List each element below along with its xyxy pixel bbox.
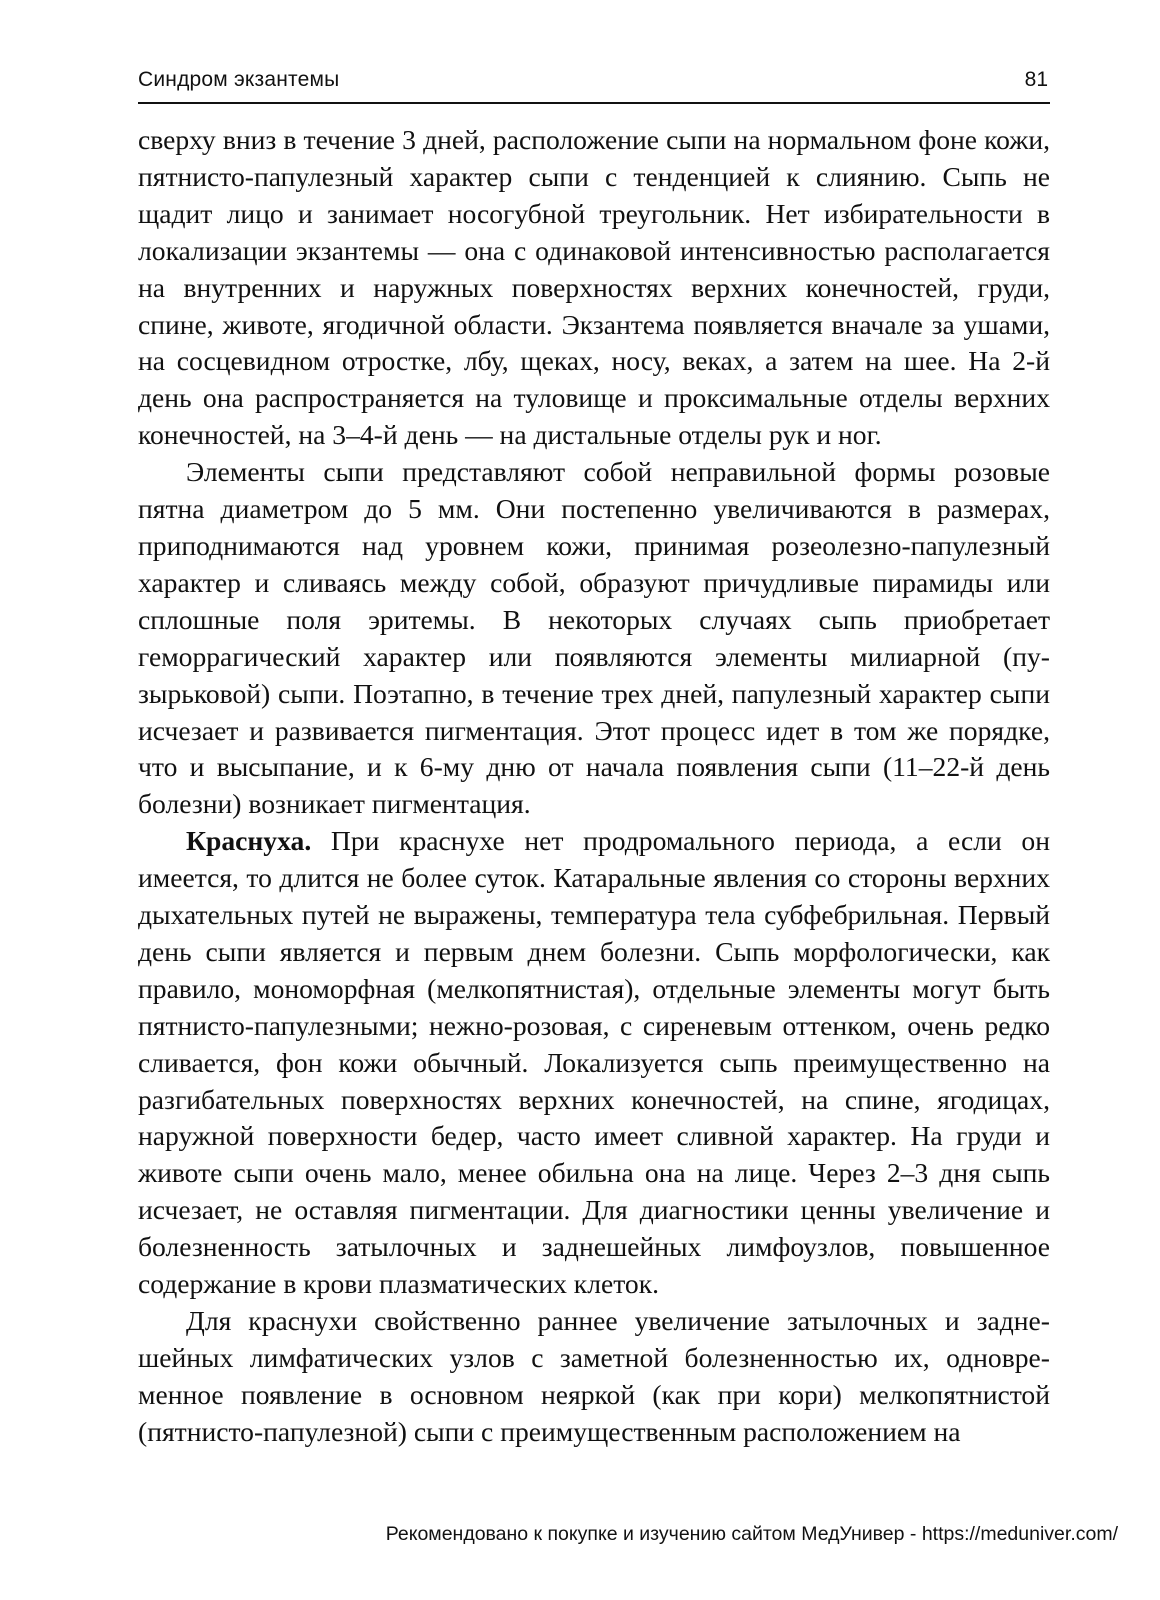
paragraph-text: сверху вниз в течение 3 дней, расположение сыпи на нормальном фоне кожи, пятнисто-папулезный характер сыпи с тенденцией к слиянию. Сыпь не щадит лицо и занимает носогубной треугольник. Нет избирательности в локализации экзантемы — она с одинаковой интенсивностью располагается на внутренних и наружных поверхностях верхних конечностей, груди, спине, животе, ягодичной области. Экзантема появляется вначале за ушами, на сосцевидном отростке, лбу, щеках, носу, веках, а затем на шее. На 2-й день она распространяется на туловище и проксимальные отделы верхних конечностей, на 3–4-й день — на дистальные отделы рук и ног. <box>138 124 1050 451</box>
paragraph-text: Для краснухи свойственно раннее увеличение затылочных и заднешейных лимфатических узлов с заметной болезненностью их, одновременное появление в основном неяркой (как при кори) мелкопятнистой (пятнисто-папулезной) сыпи с преимущественным расположением на <box>138 1305 1050 1447</box>
running-header <box>138 62 1050 104</box>
paragraph-continuation <box>138 122 1050 454</box>
paragraph-text: При краснухе нет продромального периода, а если он имеется, то длится не более суток. Катаральные явления со стороны верхних дыхательных путей не выражены, температура тела субфебрильная. Первый день сыпи является и первым днем болезни. Сыпь морфологически, как правило, мономорфная (мелкопятнистая), отдельные элементы могут быть пятнисто-папулезными; нежно-розовая, с сиреневым оттенком, очень редко сливается, фон кожи обычный. Локализуется сыпь преимущественно на разгибательных поверхностях верхних конечностей, на спине, ягодицах, наружной поверхности бедер, часто имеет сливной характер. На груди и животе сыпи очень мало, менее обильна она на лице. Через 2–3 дня сыпь исчезает, не оставляя пигментации. Для диагностики ценны увеличение и болезненность затылочных и заднешейных лимфоузлов, повышенное содержание в крови плазматических клеток. <box>138 825 1050 1300</box>
paragraph-rubella-lymph-nodes <box>138 1303 1050 1451</box>
paragraph-rubella <box>138 823 1050 1303</box>
section-run-in-heading: Краснуха. <box>186 825 312 857</box>
page-number: 81 <box>1024 68 1048 91</box>
paragraph-rash-elements <box>138 454 1050 823</box>
paragraph-text: Элементы сыпи представляют собой неправильной формы розовые пятна диаметром до 5 мм. Они постепенно увеличиваются в размерах, приподнимаются над уровнем кожи, принимая розеолезно-папулезный характер и сливаясь между собой, образуют причудливые пирамиды или сплошные поля эритемы. В некоторых случаях сыпь приобретает геморрагический характер или появляются элементы милиарной (пузырьковой) сыпи. Поэтапно, в течение трех дней, папулезный характер сыпи исчезает и развивается пигментация. Этот процесс идет в том же порядке, что и высыпание, и к 6-му дню от начала появления сыпи (11–22-й день болезни) возникает пигментация. <box>138 456 1050 820</box>
footer-watermark: Рекомендовано к покупке и изучению сайтом МедУнивер - https://meduniver.com/ <box>385 1523 1118 1545</box>
chapter-title: Синдром экзантемы <box>138 68 340 91</box>
body-text <box>138 122 1050 1451</box>
